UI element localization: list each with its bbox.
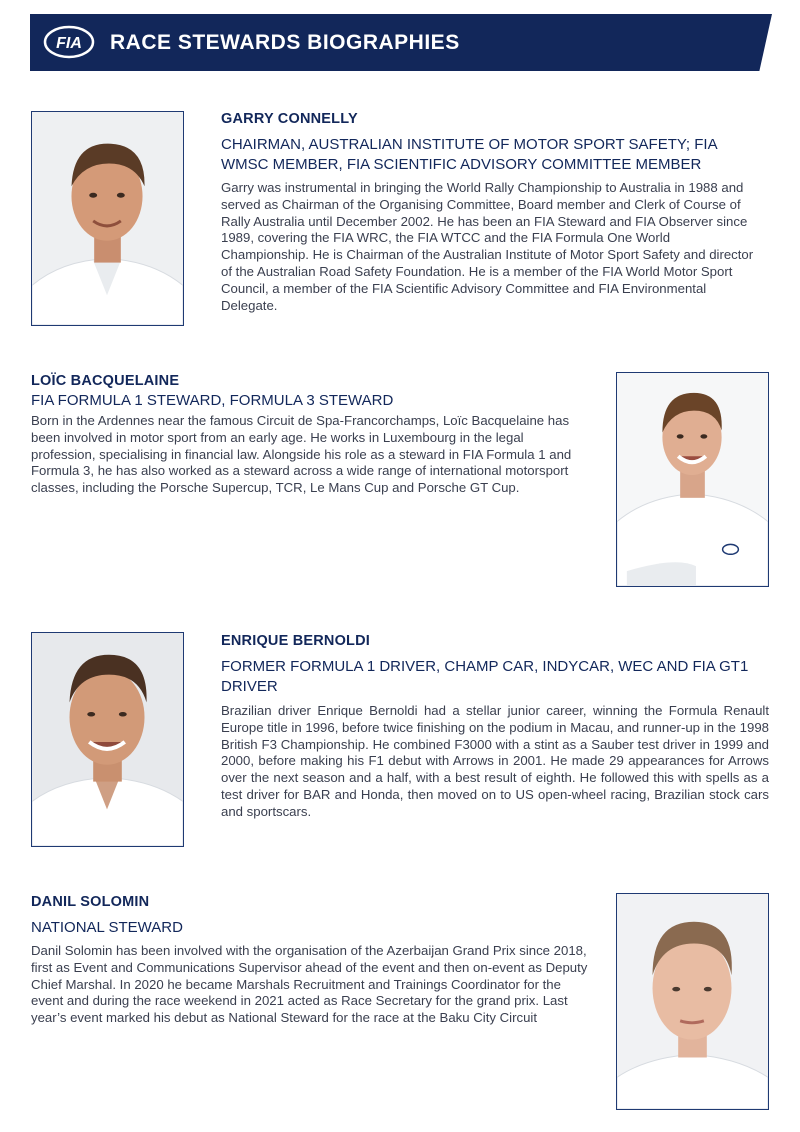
steward-bio: Born in the Ardennes near the famous Circuit de Spa-Francorchamps, Loïc Bacquelaine has been involved in motor sport from an early age. He works in Luxembourg in the legal profession, specialising in financial law. Alongside his role as a steward in FIA Formula 1 and Formula 3, he has also worked as a steward across a wide range of international motorsport classes, including the Porsche Supercup, TCR, Le Mans Cup and Porsche GT Cup.: [31, 413, 572, 496]
page-title: RACE STEWARDS BIOGRAPHIES: [110, 31, 460, 54]
steward-role: NATIONAL STEWARD: [31, 919, 183, 936]
steward-name: DANIL SOLOMIN: [31, 894, 150, 910]
portrait-enrique-bernoldi: [31, 632, 184, 847]
svg-text:FIA: FIA: [56, 35, 82, 52]
steward-bio: Danil Solomin has been involved with the organisation of the Azerbaijan Grand Prix since 2018, first as Event and Communications Supervisor ahead of the event and then on-event as Deputy Chief Marshal. In 2020 he became Marshals Recruitment and Trainings Coordinator for the event and during the race weekend in 2021 acted as Race Secretary for the grand prix. Last year’s event marked his debut as National Steward for the race at the Baku City Circuit: [31, 943, 588, 1026]
steward-bio: Garry was instrumental in bringing the World Rally Championship to Australia in 1988 and served as Chairman of the Organising Committee, Board member and Clerk of Course of Rally Australia until December 2002. He has been an FIA Steward and FIA Observer since 1989, covering the FIA WRC, the FIA WTCC and the FIA Formula One World Championship. He is Chairman of the Australian Institute of Motor Sport Safety and director of the Australian Road Safety Foundation. He is a member of the FIA World Motor Sport Council, a member of the FIA Scientific Advisory Committee and FIA Environmental Delegate.: [221, 180, 754, 313]
steward-role: FORMER FORMULA 1 DRIVER, CHAMP CAR, INDYCAR, WEC AND FIA GT1 DRIVER: [221, 658, 749, 695]
fia-logo: [43, 24, 95, 60]
steward-name: GARRY CONNELLY: [221, 111, 358, 127]
steward-name: LOÏC BACQUELAINE: [31, 373, 180, 389]
steward-bio: Brazilian driver Enrique Bernoldi had a stellar junior career, winning the Formula Renault Europe title in 1996, before twice finishing on the podium in Macau, and runner-up in the 1998 British F3 Championship. He combined F3000 with a stint as a Sauber test driver in 1999 and 2000, before making his F1 debut with Arrows in 2001. He made 29 appearances for Arrows over the next season and a half, with a best result of eighth. He followed this with spells as a test driver for BAR and Honda, then moved on to US open-wheel racing, Brazilian stock cars and sportscars.: [221, 703, 769, 819]
steward-role: FIA FORMULA 1 STEWARD, FORMULA 3 STEWARD: [31, 392, 394, 409]
portrait-loic-bacquelaine: [616, 372, 769, 587]
steward-role: CHAIRMAN, AUSTRALIAN INSTITUTE OF MOTOR SPORT SAFETY; FIA WMSC MEMBER, FIA SCIENTIFIC ADVISORY COMMITTEE MEMBER: [221, 136, 717, 173]
portrait-garry-connelly: [31, 111, 184, 326]
portrait-danil-solomin: [616, 893, 769, 1110]
steward-name: ENRIQUE BERNOLDI: [221, 633, 371, 649]
